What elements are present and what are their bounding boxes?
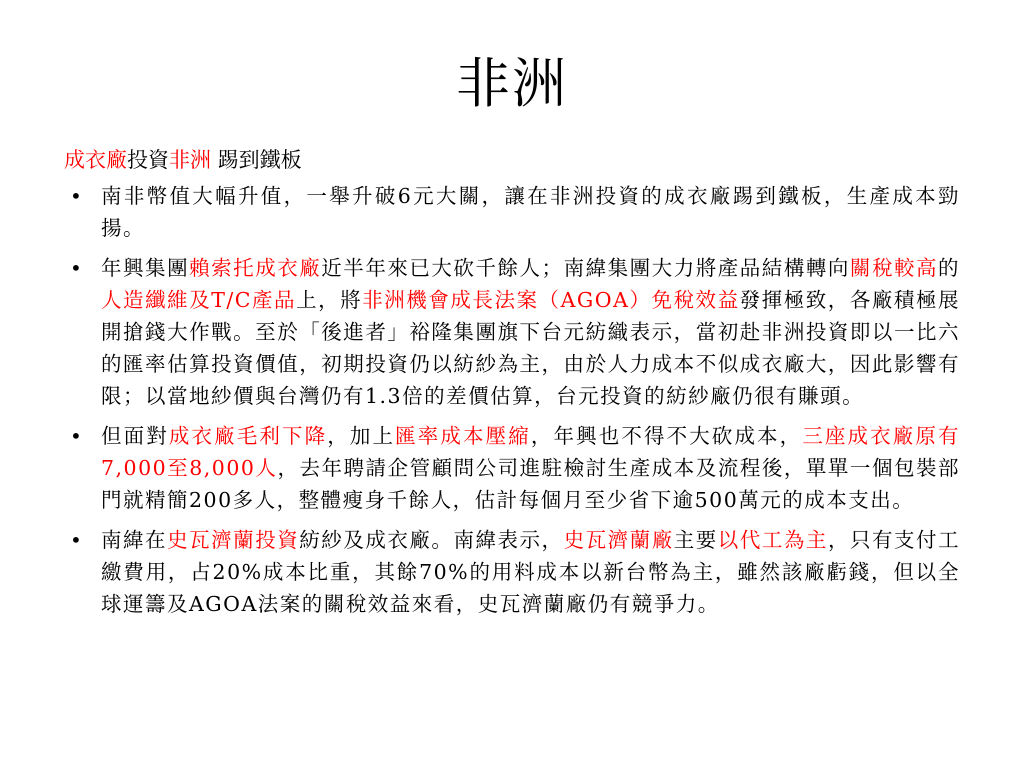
bullet-highlight: 三座成衣廠原有7,000至8,000人: [101, 424, 961, 480]
slide-title: 非洲: [456, 52, 568, 115]
subtitle-highlight-garment-factory: 成衣廠: [64, 148, 127, 172]
slide-subtitle: [64, 145, 944, 175]
bullet-dot-icon: •: [70, 528, 84, 552]
bullet-text: ，加上: [327, 424, 396, 448]
subtitle-text-setback: 踢到鐵板: [211, 148, 302, 172]
bullet-text: ，只有支付工繳費用，占20%成本比重，其餘70%的用料成本以新台幣為主，雖然該廠虧錢，但以全球運籌及AGOA法案的關稅效益來看，史瓦濟蘭廠仍有競爭力。: [101, 528, 961, 616]
bullet-text: 紡紗及成衣廠。南緯表示，: [299, 528, 564, 552]
bullet-text: 南非幣值大幅升值，一舉升破6元大關，讓在非洲投資的成衣廠踢到鐵板，生產成本勁揚。: [101, 184, 960, 240]
bullet-text: 上，將: [296, 288, 363, 312]
bullet-item-4: [64, 524, 960, 620]
bullet-highlight: 匯率成本壓縮: [395, 424, 531, 448]
bullet-highlight: 史瓦濟蘭廠: [563, 528, 674, 552]
bullet-highlight: 人造纖維及T/C產品: [101, 288, 297, 312]
bullet-item-2: [64, 252, 960, 412]
bullet-item-1: [64, 180, 960, 244]
bullet-highlight: 史瓦濟蘭投資: [167, 528, 300, 552]
bullet-text: ，去年聘請企管顧問公司進駐檢討生產成本及流程後，單單一個包裝部門就精簡200多人，整體瘦身千餘人，估計每個月至少省下逾500萬元的成本支出。: [101, 456, 961, 512]
bullet-dot-icon: •: [70, 184, 84, 208]
bullet-text: 的: [938, 256, 961, 280]
bullet-text: 主要: [673, 528, 718, 552]
bullet-text: 發揮極致，各廠積極展開搶錢大作戰。至於「後進者」裕隆集團旗下台元紡織表示，當初赴非洲投資即以一比六的匯率估算投資價值，初期投資仍以紡紗為主，由於人力成本不似成衣廠大，因此影響有限；以當地紗價與台灣仍有1.3倍的差價估算，台元投資的紡紗廠仍很有賺頭。: [101, 288, 961, 408]
subtitle-text-invest: 投資: [127, 148, 169, 172]
bullet-text: 但面對: [101, 424, 169, 448]
bullet-highlight: 以代工為主: [717, 528, 828, 552]
bullet-text: ，年興也不得不大砍成本，: [530, 424, 803, 448]
bullet-highlight: 非洲機會成長法案（AGOA）免稅效益: [362, 288, 740, 312]
bullet-dot-icon: •: [70, 424, 84, 448]
bullet-highlight: 成衣廠毛利下降: [168, 424, 328, 448]
bullet-dot-icon: •: [70, 256, 84, 280]
bullet-highlight: 關稅較高: [849, 256, 939, 280]
bullet-text: 近半年來已大砍千餘人；南緯集團大力將產品結構轉向: [321, 256, 850, 280]
bullet-text: 南緯在: [101, 528, 168, 552]
bullet-item-3: [64, 420, 960, 516]
bullet-highlight: 賴索托成衣廠: [189, 256, 322, 280]
bullet-list: [64, 180, 960, 628]
bullet-text: 年興集團: [101, 256, 190, 280]
subtitle-highlight-africa: 非洲: [169, 148, 211, 172]
